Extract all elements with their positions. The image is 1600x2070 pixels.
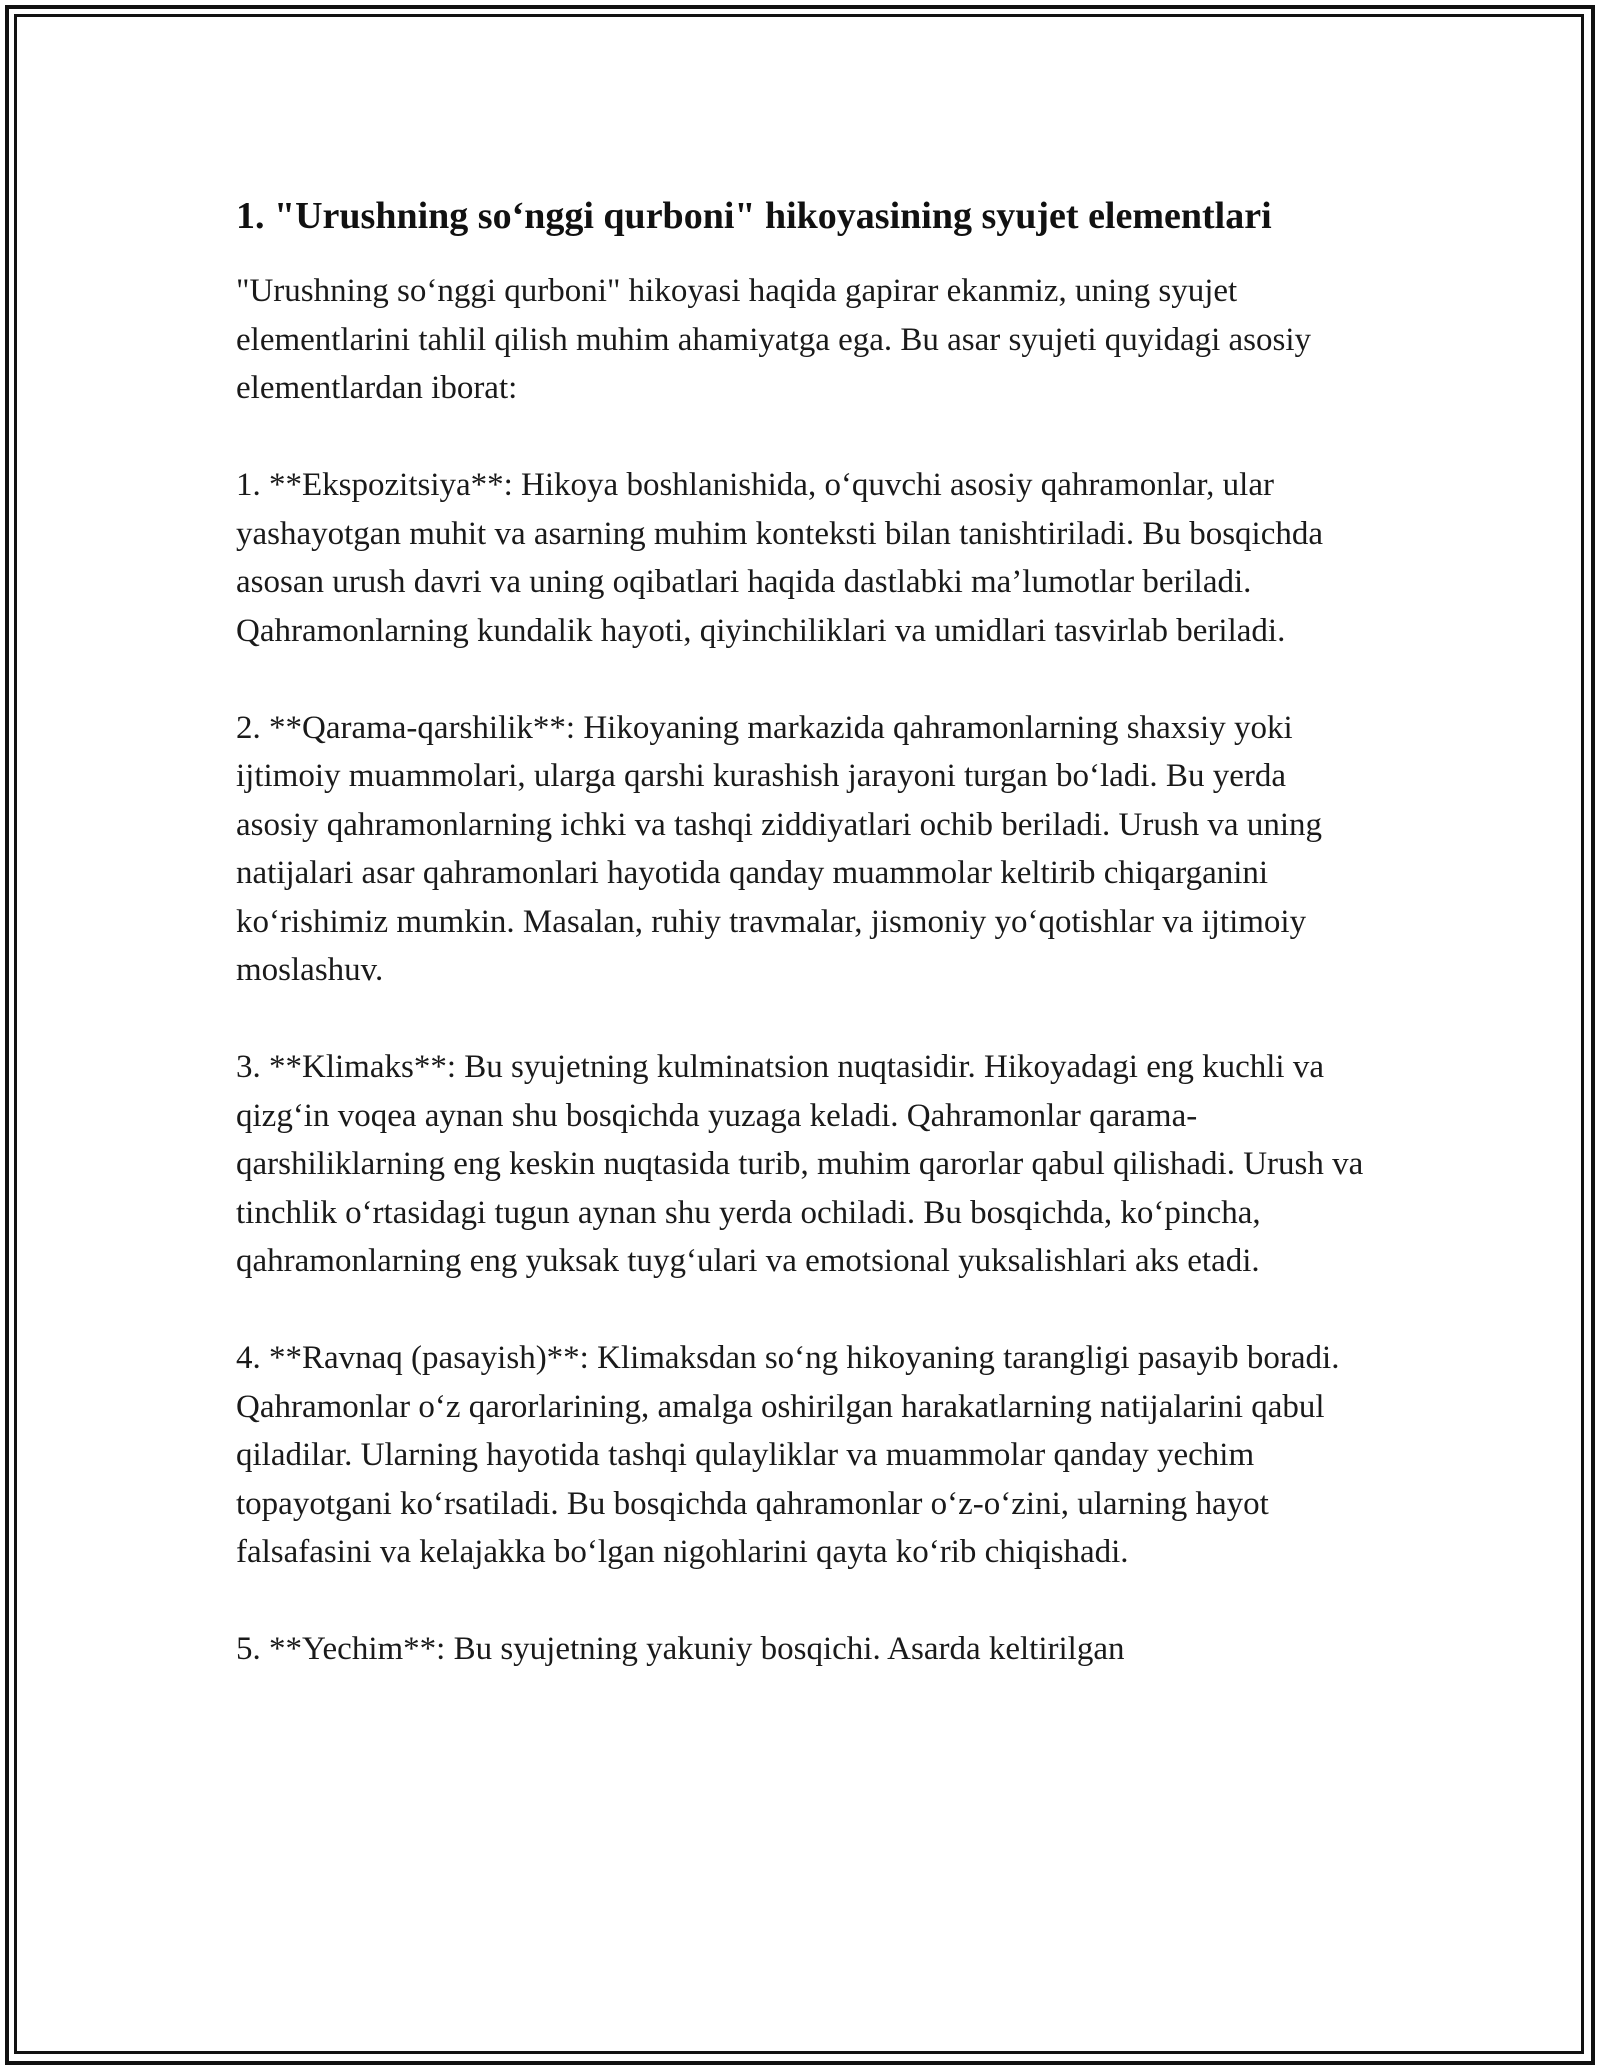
document-body xyxy=(236,190,1376,1722)
paragraph-resolution: 5. **Yechim**: Bu syujetning yakuniy bosqichi. Asarda keltirilgan xyxy=(236,1631,1125,1667)
section-heading: 1. "Urushning so‘nggi qurboni" hikoyasining syujet elementlari xyxy=(236,195,1272,237)
paragraph-conflict: 2. **Qarama-qarshilik**: Hikoyaning markazida qahramonlarning shaxsiy yoki ijtimoiy muammolari, ularga qarshi kurashish jarayoni turgan bo‘ladi. Bu yerda asosiy qahramonlarning ichki va tashqi ziddiyatlari ochib beriladi. Urush va uning natijalari asar qahramonlari hayotida qanday muammolar keltirib chiqarganini ko‘rishimiz mumkin. Masalan, ruhiy travmalar, jismoniy yo‘qotishlar va ijtimoiy moslashuv. xyxy=(236,709,1322,988)
intro-paragraph: "Urushning so‘nggi qurboni" hikoyasi haqida gapirar ekanmiz, uning syujet elementlarini tahlil qilish muhim ahamiyatga ega. Bu asar syujeti quyidagi asosiy elementlardan iborat: xyxy=(236,273,1312,406)
paragraph-falling-action: 4. **Ravnaq (pasayish)**: Klimaksdan so‘ng hikoyaning tarangligi pasayib boradi. Qahramonlar o‘z qarorlarining, amalga oshirilgan harakatlarning natijalarini qabul qiladilar. Ularning hayotida tashqi qulayliklar va muammolar qanday yechim topayotgani ko‘rsatiladi. Bu bosqichda qahramonlar o‘z-o‘zini, ularning hayot falsafasini va kelajakka bo‘lgan nigohlarini qayta ko‘rib chiqishadi. xyxy=(236,1340,1340,1570)
paragraph-climax: 3. **Klimaks**: Bu syujetning kulminatsion nuqtasidir. Hikoyadagi eng kuchli va qizg‘in voqea aynan shu bosqichda yuzaga keladi. Qahramonlar qarama-qarshiliklarning eng keskin nuqtasida turib, muhim qarorlar qabul qilishadi. Urush va tinchlik o‘rtasidagi tugun aynan shu yerda ochiladi. Bu bosqichda, ko‘pincha, qahramonlarning eng yuksak tuyg‘ulari va emotsional yuksalishlari aks etadi. xyxy=(236,1049,1364,1279)
paragraph-exposition: 1. **Ekspozitsiya**: Hikoya boshlanishida, o‘quvchi asosiy qahramonlar, ular yashayotgan muhit va asarning muhim konteksti bilan tanishtiriladi. Bu bosqichda asosan urush davri va uning oqibatlari haqida dastlabki ma’lumotlar beriladi. Qahramonlarning kundalik hayoti, qiyinchiliklari va umidlari tasvirlab beriladi. xyxy=(236,467,1324,649)
